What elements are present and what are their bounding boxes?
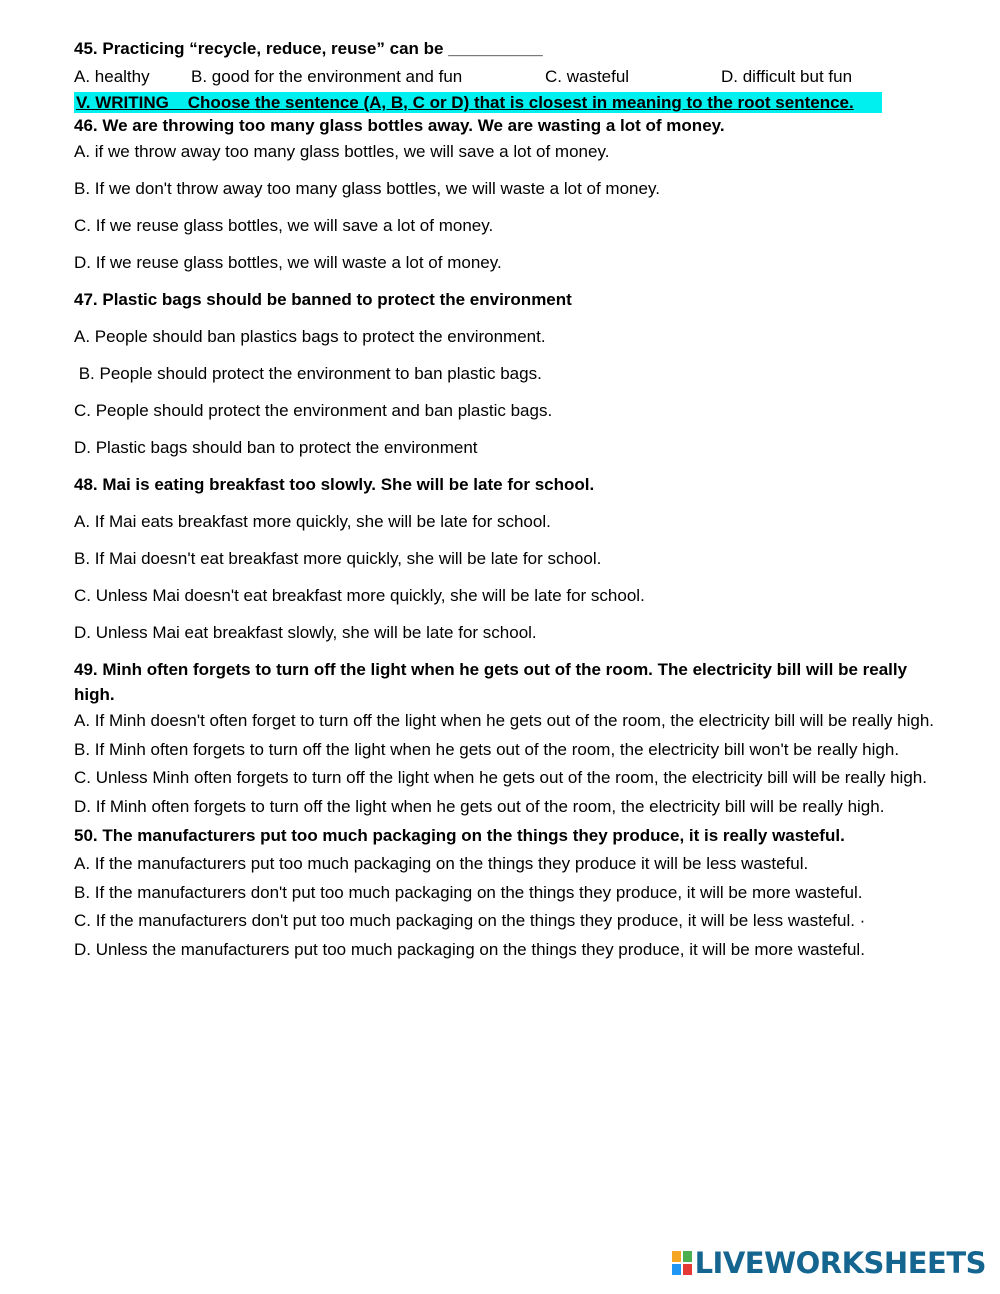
- q45-option-b: B. good for the environment and fun: [191, 67, 463, 86]
- question-48: 48. Mai is eating breakfast too slowly. She will be late for school.: [74, 475, 595, 494]
- logo-text: LIVEWORKSHEETS: [694, 1246, 986, 1280]
- question-50: 50. The manufacturers put too much packaging on the things they produce, it is really wasteful.: [74, 826, 845, 845]
- question-45: 45. Practicing “recycle, reduce, reuse” can be __________: [74, 39, 543, 58]
- q48-option-b: B. If Mai doesn't eat breakfast more quickly, she will be late for school.: [74, 549, 602, 568]
- liveworksheets-logo: [672, 1246, 986, 1280]
- mark-square-2: [683, 1251, 692, 1262]
- liveworksheets-mark-icon: [672, 1251, 692, 1275]
- mark-square-3: [672, 1264, 681, 1275]
- q48-option-d: D. Unless Mai eat breakfast slowly, she will be late for school.: [74, 623, 537, 642]
- question-47: 47. Plastic bags should be banned to protect the environment: [74, 290, 572, 309]
- q49-option-c: C. Unless Minh often forgets to turn off the light when he gets out of the room, the electricity bill will be really high.: [74, 768, 927, 787]
- question-45-options: [74, 63, 934, 91]
- q45-option-d: D. difficult but fun: [721, 67, 853, 86]
- q45-option-a: A. healthy: [74, 67, 150, 86]
- q46-option-a: A. if we throw away too many glass bottles, we will save a lot of money.: [74, 142, 610, 161]
- q46-option-c: C. If we reuse glass bottles, we will save a lot of money.: [74, 216, 494, 235]
- q50-option-d: D. Unless the manufacturers put too much packaging on the things they produce, it will be more wasteful.: [74, 939, 865, 959]
- q47-option-c: C. People should protect the environment and ban plastic bags.: [74, 401, 553, 420]
- mark-square-4: [683, 1264, 692, 1275]
- q49-option-a: A. If Minh doesn't often forget to turn off the light when he gets out of the room, the electricity bill will be really high.: [74, 711, 935, 730]
- question-49: 49. Minh often forgets to turn off the light when he gets out of the room. The electricity bill will be really high.: [74, 660, 908, 704]
- mark-square-1: [672, 1251, 681, 1262]
- q50-option-c: C. If the manufacturers don't put too much packaging on the things they produce, it will be less wasteful. ·: [74, 911, 866, 930]
- q45-option-c: C. wasteful: [545, 67, 630, 86]
- q48-option-a: A. If Mai eats breakfast more quickly, she will be late for school.: [74, 512, 551, 531]
- q46-option-d: D. If we reuse glass bottles, we will waste a lot of money.: [74, 253, 502, 272]
- q47-option-b: B. People should protect the environment to ban plastic bags.: [74, 364, 542, 383]
- worksheet-page: [74, 36, 934, 964]
- q49-option-b: B. If Minh often forgets to turn off the light when he gets out of the room, the electricity bill won't be really high.: [74, 739, 900, 759]
- q47-option-a: A. People should ban plastics bags to protect the environment.: [74, 327, 546, 346]
- q48-option-c: C. Unless Mai doesn't eat breakfast more quickly, she will be late for school.: [74, 586, 645, 605]
- section-heading-writing: V. WRITING Choose the sentence (A, B, C or D) that is closest in meaning to the root sentence.: [74, 92, 882, 113]
- q46-option-b: B. If we don't throw away too many glass bottles, we will waste a lot of money.: [74, 179, 660, 198]
- q50-option-a: A. If the manufacturers put too much packaging on the things they produce it will be less wasteful.: [74, 854, 809, 873]
- q47-option-d: D. Plastic bags should ban to protect the environment: [74, 438, 478, 457]
- q50-option-b: B. If the manufacturers don't put too much packaging on the things they produce, it will be more wasteful.: [74, 882, 863, 902]
- question-46: 46. We are throwing too many glass bottles away. We are wasting a lot of money.: [74, 116, 725, 135]
- q49-option-d: D. If Minh often forgets to turn off the light when he gets out of the room, the electricity bill will be really high.: [74, 796, 885, 816]
